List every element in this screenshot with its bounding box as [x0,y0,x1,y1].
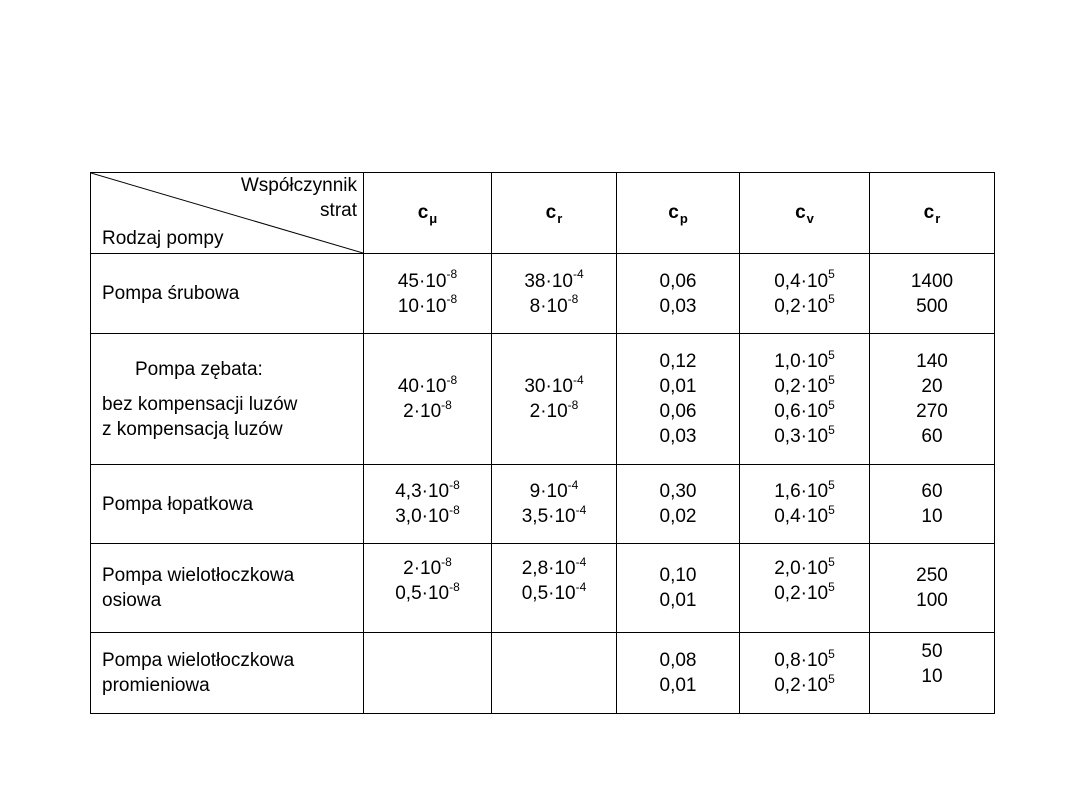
c-p-cell: 0,12 0,01 0,06 0,03 [617,334,740,465]
c-mu-cell: $45\cdot 10^{-8}$ $10\cdot 10^{-8}$ [364,254,492,334]
c-r2-cell: 140 20 270 60 [870,334,995,465]
table-row [91,633,995,714]
c-r-cell: $38\cdot 10^{-4}$ $8\cdot 10^{-8}$ [492,254,617,334]
c-p-cell: 0,06 0,03 [617,254,740,334]
diag-header-top: Współczynnik strat [240,175,357,221]
c-mu-cell: $4,3\cdot 10^{-8}$ $3,0\cdot 10^{-8}$ [364,465,492,544]
c-r-cell [492,633,617,714]
c-r2-cell: 50 10 [870,633,995,714]
pump-name: Pompa łopatkowa [91,465,364,544]
table-row [91,465,995,544]
pump-name: Pompa wielotłoczkowa promieniowa [91,633,364,714]
header-c-p: $c_p$ [617,173,740,254]
pump-name: Pompa zębata: bez kompensacji luzów z kompensacją luzów [91,334,364,465]
header-c-mu: $c_\mu$ [364,173,492,254]
c-r-cell: $30\cdot 10^{-4}$ $2\cdot 10^{-8}$ [492,334,617,465]
c-mu-cell: $40\cdot 10^{-8}$ $2\cdot 10^{-8}$ [364,334,492,465]
header-c-r: $c_r$ [492,173,617,254]
c-mu-cell [364,633,492,714]
c-r2-cell: 1400 500 [870,254,995,334]
table-row [91,254,995,334]
c-r-cell: $2,8\cdot 10^{-4}$ $0,5\cdot 10^{-4}$ [492,544,617,633]
c-v-cell: $2,0\cdot 10^5$ $0,2\cdot 10^5$ [740,544,870,633]
c-p-cell: 0,30 0,02 [617,465,740,544]
header-c-v: $c_v$ [740,173,870,254]
c-p-cell: 0,10 0,01 [617,544,740,633]
c-v-cell: $0,4\cdot 10^5$ $0,2\cdot 10^5$ [740,254,870,334]
c-r-cell: $9\cdot 10^{-4}$ $3,5\cdot 10^{-4}$ [492,465,617,544]
c-v-cell: $0,8\cdot 10^5$ $0,2\cdot 10^5$ [740,633,870,714]
c-v-cell: $1,0\cdot 10^5$ $0,2\cdot 10^5$ $0,6\cdot 10^5$ $0,3\cdot 10^5$ [740,334,870,465]
pump-name: Pompa śrubowa [91,254,364,334]
diag-header-bottom: Rodzaj pompy [102,228,224,249]
diagonal-header-cell [91,173,364,254]
table-row [91,544,995,633]
pump-name: Pompa wielotłoczkowa osiowa [91,544,364,633]
c-mu-cell: $2\cdot 10^{-8}$ $0,5\cdot 10^{-8}$ [364,544,492,633]
table-row [91,334,995,465]
c-v-cell: $1,6\cdot 10^5$ $0,4\cdot 10^5$ [740,465,870,544]
header-c-r-second: $c_r$ [870,173,995,254]
c-r2-cell: 250 100 [870,544,995,633]
pump-loss-coefficients-table [90,172,995,714]
c-p-cell: 0,08 0,01 [617,633,740,714]
header-row [91,173,995,254]
c-r2-cell: 60 10 [870,465,995,544]
